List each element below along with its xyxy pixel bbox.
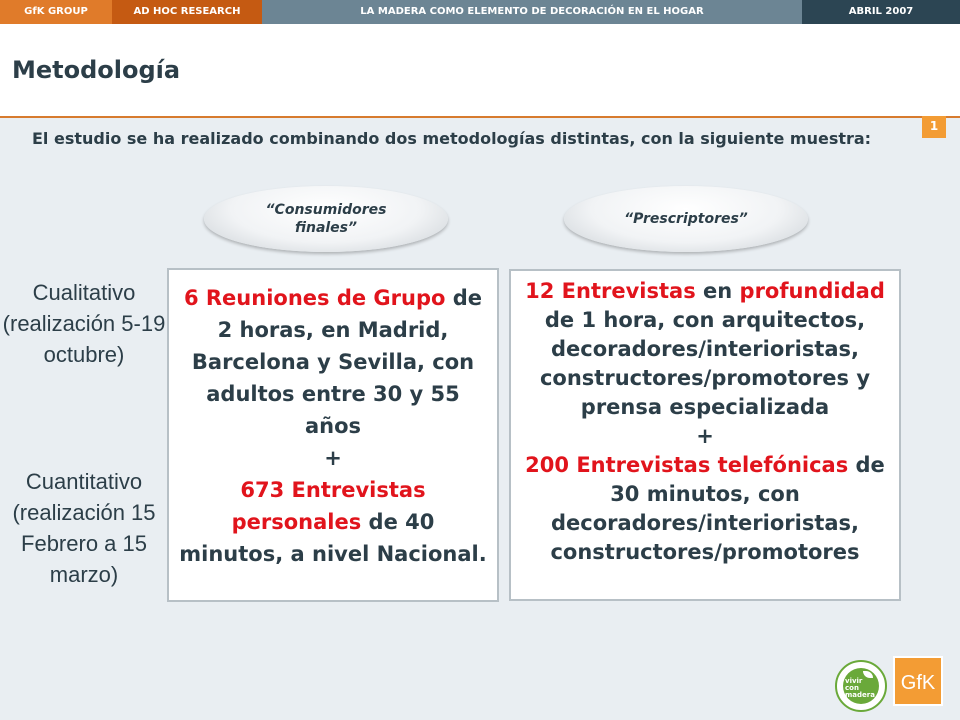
page-number: 1: [922, 116, 946, 138]
header-study: LA MADERA COMO ELEMENTO DE DECORACIÓN EN EL HOGAR: [262, 0, 802, 24]
page-title: Metodología: [12, 56, 181, 84]
prescribers-plus: +: [696, 424, 714, 448]
header-dept: AD HOC RESEARCH: [112, 0, 262, 24]
consumers-qual-highlight: 6 Reuniones de Grupo: [183, 286, 446, 310]
prescribers-qual-highlight: 12 Entrevistas: [525, 279, 696, 303]
title-band: [0, 24, 960, 118]
consumers-quant-highlight: 673 Entrevistas personales: [231, 478, 426, 534]
column-header-consumers-label: “Consumidores finales”: [265, 202, 387, 236]
logo-line-1: vivir: [845, 677, 863, 685]
consumers-qual-text: de 2 horas, en Madrid, Barcelona y Sevilla, con adultos entre 30 y 55 años: [191, 286, 483, 438]
column-header-prescribers-label: “Prescriptores”: [624, 211, 748, 227]
consumers-plus: +: [324, 446, 342, 470]
prescribers-qual-mid: en: [695, 279, 740, 303]
intro-text: El estudio se ha realizado combinando dos metodologías distintas, con la siguiente muestra:: [32, 129, 872, 148]
prescribers-quant-text: de 30 minutos, con decoradores/interioristas, constructores/promotores: [550, 453, 885, 564]
header-date: ABRIL 2007: [802, 0, 960, 24]
column-header-prescribers: [564, 186, 808, 252]
column-header-consumers: [204, 186, 448, 252]
logo-wordmark: [845, 678, 877, 699]
row-label-quantitative: Cuantitativo (realización 15 Febrero a 15 marzo): [12, 469, 156, 587]
consumers-box: [167, 268, 499, 602]
row-label-qualitative: Cualitativo (realización 5-19 octubre): [2, 280, 166, 367]
prescribers-qual-text: de 1 hora, con arquitectos, decoradores/interioristas, constructores/promotores y prensa especializada: [539, 308, 871, 419]
logo-line-2: con: [845, 684, 859, 692]
prescribers-quant-highlight: 200 Entrevistas telefónicas: [525, 453, 849, 477]
gfk-logo: GfK: [893, 656, 943, 706]
prescribers-qual-highlight-2: profundidad: [739, 279, 885, 303]
header-org: GfK GROUP: [0, 0, 112, 24]
header-bar: [0, 0, 960, 24]
vivir-con-madera-logo: [835, 660, 887, 712]
prescribers-box: [509, 269, 901, 601]
logo-line-3: madera: [845, 691, 875, 699]
consumers-quant-text: de 40 minutos, a nivel Nacional.: [179, 510, 487, 566]
